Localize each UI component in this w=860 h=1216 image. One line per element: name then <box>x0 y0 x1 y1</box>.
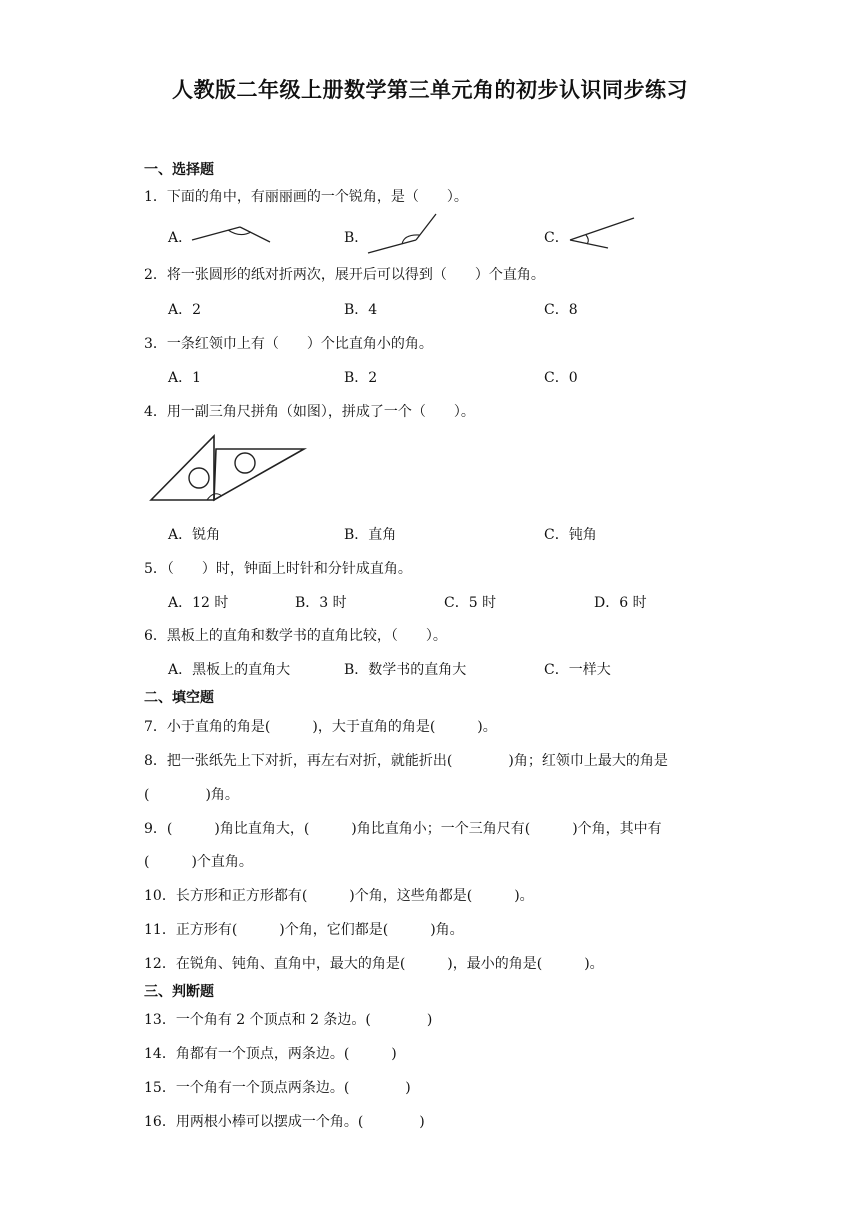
question-10: 10．长方形和正方形都有( )个角，这些角都是( )。 <box>144 888 534 904</box>
question-8-line-1: 8．把一张纸先上下对折，再左右对折，就能折出( )角；红领巾上最大的角是 <box>144 753 668 769</box>
q5-option-d: D．6 时 <box>594 595 647 611</box>
question-6: 6．黑板上的直角和数学书的直角比较，（ ）。 <box>144 628 447 644</box>
question-8-line-2: ( )角。 <box>144 787 239 803</box>
question-4: 4．用一副三角尺拼角（如图），拼成了一个（ ）。 <box>144 404 475 420</box>
q4-option-a: A．锐角 <box>168 527 221 543</box>
question-3: 3．一条红领巾上有（ ）个比直角小的角。 <box>144 336 433 352</box>
question-5: 5．（ ）时，钟面上时针和分针成直角。 <box>144 561 412 577</box>
q1-option-a: A． <box>168 230 193 246</box>
q5-option-b: B．3 时 <box>295 595 347 611</box>
section-heading-choice: 一、选择题 <box>144 162 214 178</box>
q4-option-b: B．直角 <box>344 527 397 543</box>
section-heading-judge: 三、判断题 <box>144 984 214 1000</box>
q2-option-c: C．8 <box>544 302 578 318</box>
page-title: 人教版二年级上册数学第三单元角的初步认识同步练习 <box>172 77 688 102</box>
angle-figure-c <box>566 214 636 252</box>
q1-option-c: C． <box>544 230 569 246</box>
question-13: 13．一个角有 2 个顶点和 2 条边。( ) <box>144 1012 433 1028</box>
q5-option-c: C．5 时 <box>444 595 497 611</box>
triangle-rulers-figure <box>148 432 308 504</box>
q3-option-c: C．0 <box>544 370 578 386</box>
question-14: 14．角都有一个顶点，两条边。( ) <box>144 1046 397 1062</box>
q6-option-a: A．黑板上的直角大 <box>168 662 291 678</box>
section-heading-fill: 二、填空题 <box>144 690 214 706</box>
q4-option-c: C．钝角 <box>544 527 597 543</box>
q3-option-b: B．2 <box>344 370 378 386</box>
question-11: 11．正方形有( )个角，它们都是( )角。 <box>144 922 464 938</box>
angle-figure-b <box>366 212 438 256</box>
question-7: 7．小于直角的角是( )，大于直角的角是( )。 <box>144 719 497 735</box>
question-1: 1．下面的角中，有丽丽画的一个锐角，是（ ）。 <box>144 189 468 205</box>
question-9-line-1: 9．( )角比直角大，( )角比直角小；一个三角尺有( )个角，其中有 <box>144 821 662 837</box>
question-9-line-2: ( )个直角。 <box>144 854 253 870</box>
q2-option-b: B．4 <box>344 302 378 318</box>
q2-option-a: A．2 <box>168 302 202 318</box>
angle-figure-a <box>190 218 272 246</box>
q5-option-a: A．12 时 <box>168 595 229 611</box>
question-12: 12．在锐角、钝角、直角中，最大的角是( )，最小的角是( )。 <box>144 956 604 972</box>
q6-option-b: B．数学书的直角大 <box>344 662 467 678</box>
question-16: 16．用两根小棒可以摆成一个角。( ) <box>144 1114 425 1130</box>
question-15: 15．一个角有一个顶点两条边。( ) <box>144 1080 411 1096</box>
q3-option-a: A．1 <box>168 370 202 386</box>
question-2: 2．将一张圆形的纸对折两次，展开后可以得到（ ）个直角。 <box>144 267 545 283</box>
q6-option-c: C．一样大 <box>544 662 611 678</box>
q1-option-b: B． <box>344 230 369 246</box>
